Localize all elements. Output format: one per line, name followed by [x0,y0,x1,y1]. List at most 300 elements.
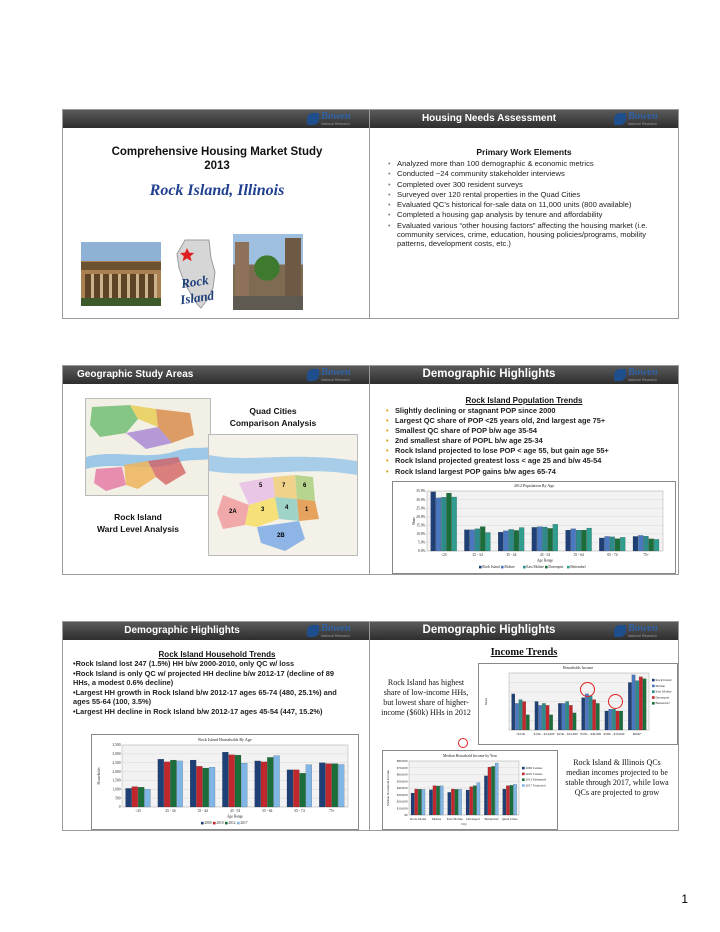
list-item: • Largest QC share of POP <25 years old, 2nd largest age 75+ [386,417,676,426]
bar [643,679,646,730]
bar [144,789,150,807]
x-tick-label: $35K - $49,999 [580,731,602,736]
bar [229,755,235,807]
x-tick-label: $50K - $59,999 [603,731,625,736]
bar [441,497,446,551]
highlight-circle [580,682,595,697]
x-tick-label: Moline [431,816,442,821]
bar [620,537,625,551]
list-item: • Evaluated various “other housing factors” affecting the housing market (i.e. community services, crime, education, housing policies/programs, mobility patterns, development costs, etc.) [388,221,668,248]
bar [138,787,144,807]
x-tick-label: <25 [441,553,447,558]
page-number: 1 [681,892,688,906]
bowen-logo: Bowen National Research [307,112,367,126]
slide-housing-needs [369,109,679,319]
bar [261,762,267,807]
bar [548,528,553,551]
bowen-swoosh-icon [614,113,626,125]
legend-label: 2010 [216,821,224,825]
study-title: Comprehensive Housing Market Study [111,146,323,158]
y-tick-label: 3,000 [112,752,121,757]
slide-title [62,109,372,319]
section-heading: Rock Island Population Trends [465,396,583,405]
bar [515,703,518,730]
bar [566,702,569,731]
bar [306,765,312,807]
ward-label: 5 [259,483,263,489]
y-tick-label: $60,000 [396,772,408,777]
bar [636,681,639,730]
legend-label: 2012 Estimated [525,777,547,782]
bar [585,694,588,730]
slide-heading: Housing Needs Assessment [421,113,557,124]
x-tick-label: East Moline [446,816,463,821]
bar [190,760,196,807]
bar [615,539,620,551]
y-tick-label: 15.0% [416,523,426,528]
bar [235,755,241,807]
list-item: • Conducted ~24 community stakeholder interviews [388,169,668,178]
bar [196,766,202,807]
legend-label: Rock Island [655,678,672,682]
bar [498,532,503,551]
x-tick-label: Rock Island [410,816,427,821]
x-tick-label: $60K+ [632,731,642,736]
bar [539,705,542,730]
bar [470,530,475,551]
y-tick-label: $40,000 [396,786,408,791]
section-heading: Primary Work Elements [476,147,572,157]
list-item: • Rock Island largest POP gains b/w ages 65-74 [386,468,676,477]
x-tick-label: 55 - 64 [573,553,584,558]
title-bar [63,366,371,384]
bar [126,788,132,807]
bar [509,529,514,551]
bar [287,770,293,807]
y-tick-label: 20.0% [416,514,426,519]
legend-swatch [522,773,525,776]
bowen-logo: Bowen National Research [614,624,674,638]
legend-label: Rock Island [482,565,500,569]
bar [475,529,480,551]
bar [654,539,659,551]
bar [587,528,592,551]
y-tick-label: 2,000 [112,769,121,774]
bowen-swoosh-icon [614,369,626,381]
bar [562,703,565,730]
bar [433,786,436,815]
bar [592,700,595,730]
bar [422,789,425,815]
bar [532,527,537,551]
slide-heading: Geographic Study Areas [77,369,194,380]
bar [209,767,215,807]
bar [436,498,441,551]
bar [177,761,183,807]
bar [437,786,440,815]
median-income-svg [383,751,557,829]
x-tick-label: 25 - 34 [472,553,483,558]
bar [566,530,571,551]
bar [522,702,525,731]
slide-population-trends [369,365,679,575]
list-item: •Rock Island lost 247 (1.5%) HH b/w 2000-2010, only QC w/ loss [73,659,295,668]
list-item: • Surveyed over 120 rental properties in the Quad Cities [388,190,668,199]
legend-swatch [652,679,655,682]
bar [418,789,421,815]
bar [503,789,506,815]
legend-label: Moline [504,565,515,569]
x-tick-label: 75+ [643,553,649,558]
bar [638,535,643,551]
x-tick-label: 45 - 54 [539,553,551,558]
bar [470,787,473,815]
bar [203,768,209,807]
x-axis-label: City [461,822,467,827]
y-tick-label: 1,000 [112,787,121,792]
y-tick-label: 5.0% [418,540,426,545]
bar [612,709,615,730]
legend-label: East Moline [526,565,544,569]
x-tick-label: 35 - 44 [506,553,517,558]
bar [542,703,545,730]
y-tick-label: $10,000 [396,806,408,811]
bar [222,752,228,807]
bar [448,792,451,815]
list-item: •Largest HH decline in Rock Island b/w 2012-17 ages 45-54 (447, 15.2%) [73,706,323,716]
quad-cities-map [85,398,211,496]
legend-swatch [522,784,525,787]
bar [326,764,332,807]
y-tick-label: 3,500 [112,743,121,748]
bar [338,764,344,807]
legend-swatch [652,696,655,699]
y-tick-label: $80,000 [396,759,408,764]
list-item: • Completed over 300 resident surveys [388,180,668,189]
bar [510,785,513,815]
bar [164,762,170,807]
bar [628,683,631,731]
bowen-logo: Bowen National Research [307,624,367,638]
bar [455,789,458,815]
bar [477,783,480,815]
bar [609,709,612,730]
x-tick-label: Quad Cities [501,816,518,821]
x-tick-label: Davenport [466,816,481,821]
bar [569,705,572,730]
y-tick-label: 0.0% [418,549,426,554]
bar [458,789,461,815]
slide-income-trends [369,621,679,831]
y-tick-label: 1,500 [112,778,121,783]
section-heading: Income Trends [490,647,558,658]
household-income-chart [478,663,678,745]
bar [170,760,176,807]
x-tick-label: $15K - $24,999 [533,731,555,736]
ward-label: 6 [303,483,307,489]
title-bar [63,110,371,128]
legend-swatch [523,566,526,569]
bar [293,770,299,807]
list-item: • 2nd smallest share of POPL b/w age 25-34 [386,437,676,446]
x-tick-label: <$15K [516,731,526,736]
legend-swatch [479,566,482,569]
bar [255,761,261,807]
bar [241,763,247,807]
bar [446,493,451,551]
comparison-analysis-label: Comparison Analysis [229,418,317,428]
bowen-swoosh-icon [614,625,626,637]
x-tick-label: 75+ [329,809,335,814]
chart-title: 2012 Population By Age [513,483,555,488]
legend-swatch [652,685,655,688]
chart-title: Households Income [562,666,594,670]
bar [549,715,552,730]
bowen-swoosh-icon [307,625,319,637]
legend-label: 2000 [204,821,212,825]
bar [573,713,576,730]
bowen-logo: Bowen National Research [614,368,674,382]
bar [503,531,508,551]
x-tick-label: $25K - $34,999 [556,731,578,736]
x-tick-label: 25 - 34 [165,809,176,814]
households-by-age-chart [91,734,359,830]
x-tick-label: 65 - 74 [294,809,305,814]
income-note-low: Rock Island has highest share of low-income HHs, but lowest share of higher-income ($60k) HHs in 2012 [381,678,471,717]
chart-title: Median Household Income by Year [443,754,497,758]
y-tick-label: 35.0% [416,489,426,494]
bar [582,698,585,730]
legend-label: 2017 Projected [525,783,546,788]
y-tick-label: 2,500 [112,760,121,765]
list-item: • Analyzed more than 100 demographic & economic metrics [388,159,668,168]
bar [495,763,498,815]
bar [581,530,586,551]
bar [546,705,549,730]
bar [480,527,485,551]
bar [542,527,547,551]
income-note-median: Rock Island & Illinois QCs median incomes projected to be stable through 2017, while Iowa QCs are projected to grow [565,758,669,797]
list-item: • Evaluated QC’s historical for-sale data on 11,000 units (800 available) [388,200,668,209]
y-tick-label: 10.0% [416,532,426,537]
bar [431,492,436,551]
x-tick-label: 65 - 74 [607,553,618,558]
y-tick-label: 0 [118,805,121,810]
population-bullets [386,407,676,478]
x-axis-label: Age Range [536,558,554,563]
bar [513,784,516,815]
bar [267,757,273,807]
bar [485,532,490,551]
bar [319,763,325,807]
list-item: • Rock Island projected greatest loss < age 25 and b/w 45-54 [386,457,676,466]
bar [553,524,558,551]
legend-label: Davenport [548,565,564,569]
y-tick-label: $0 [404,813,408,818]
bowen-logo: Bowen National Research [614,112,674,126]
list-item: • Completed a housing gap analysis by tenure and affordability [388,210,668,219]
y-tick-label: 30.0% [416,497,426,502]
ward-label: 7 [282,483,286,489]
bar [633,536,638,551]
bar [451,789,454,815]
household-bullets [73,660,341,718]
chart-title: Rock Island Households By Age [198,737,252,742]
slide-heading: Demographic Highlights [124,625,240,636]
x-tick-label: 45 - 54 [229,809,241,814]
legend-swatch [213,822,216,825]
bar [440,786,443,815]
slide-heading: Demographic Highlights [422,368,556,380]
slide-household-trends [62,621,372,831]
bar [576,530,581,551]
list-item: •Largest HH growth in Rock Island b/w 2012-17 ages 65-74 (480, 25.1%) and ages 55-64 (100, 3.5%) [73,687,337,706]
bar [535,702,538,731]
bar [616,711,619,730]
bar [506,786,509,815]
y-tick-label: $50,000 [396,779,408,784]
building-photo [81,242,161,306]
bar [492,766,495,815]
bar [464,530,469,551]
ward-analysis-label: Ward Level Analysis [96,524,180,534]
bar [519,700,522,730]
ward-label: 3 [261,507,265,513]
bar [466,790,469,815]
legend-swatch [225,822,228,825]
title-bar [370,622,678,640]
bar [411,793,414,815]
legend-label: 2017 [240,821,248,825]
bar [473,786,476,815]
list-item: • Rock Island projected to lose POP < age 55, but gain age 55+ [386,447,676,456]
bar [488,767,491,815]
x-tick-label: 35 - 44 [197,809,208,814]
title-bar [370,366,678,384]
legend-label: Bettendorf [570,565,586,569]
bar [429,790,432,815]
legend-swatch [522,767,525,770]
bar [632,675,635,730]
ward-label: 4 [285,505,289,511]
legend-swatch [545,566,548,569]
y-axis-label: Households [97,767,101,785]
population-by-age-chart [392,481,676,574]
population-by-age-svg [393,482,675,573]
x-axis-label: Age Range [226,814,244,819]
bowen-swoosh-icon [307,113,319,125]
x-tick-label: <25 [135,809,141,814]
slide-heading: Demographic Highlights [422,624,556,636]
ward-label: 2B [277,533,285,539]
y-tick-label: 500 [115,796,121,801]
section-heading: Rock Island Household Trends [158,650,276,659]
bowen-swoosh-icon [307,369,319,381]
bar [332,764,338,807]
y-tick-label: 25.0% [416,506,426,511]
bar [644,536,649,551]
list-item: •Rock Island is only QC w/ projected HH decline b/w 2012-17 (decline of 89 HHs, a modest 0.6% decline) [73,669,334,687]
bar [514,530,519,551]
bowen-logo: Bowen National Research [307,368,367,382]
ward-map [208,434,358,556]
slide-geographic-areas [62,365,372,575]
bar [132,787,138,807]
bar [558,703,561,730]
highlight-circle [608,694,623,709]
bar [158,759,164,807]
y-tick-label: $20,000 [396,799,408,804]
legend-label: 2010 Census [525,771,543,776]
legend-swatch [237,822,240,825]
title-bar [63,622,371,640]
households-by-age-svg [92,735,358,829]
x-tick-label: 55 - 64 [262,809,273,814]
legend-swatch [201,822,204,825]
work-elements-list [388,159,668,249]
bar [519,528,524,551]
bar [605,536,610,551]
legend-label: 2012 [228,821,236,825]
legend-swatch [501,566,504,569]
highlight-circle [458,738,468,748]
legend-label: Moline [655,683,666,688]
y-tick-label: $30,000 [396,792,408,797]
legend-swatch [522,778,525,781]
bar [639,677,642,730]
city-name: Rock Island, Illinois [149,182,285,199]
legend-swatch [652,702,655,705]
bar [300,773,306,807]
y-axis-label: Share [484,697,488,706]
y-axis-label: Median Household Income [386,770,390,806]
y-tick-label: $70,000 [396,765,408,770]
bar [452,497,457,551]
bar [537,527,542,551]
bar [599,538,604,551]
bar [649,539,654,551]
bar [619,711,622,730]
bar [274,756,280,807]
legend-label: 2000 Census [525,766,543,770]
list-item: • Smallest QC share of POP b/w age 35-54 [386,427,676,436]
street-photo [233,234,303,310]
bar [571,529,576,551]
bar [596,703,599,730]
ward-label: 1 [305,507,309,513]
legend-label: Bettendorf [655,701,670,706]
median-income-chart [382,750,558,830]
bar [589,696,592,730]
list-item: • Slightly declining or stagnant POP since 2000 [386,407,676,416]
bar [512,694,515,730]
legend-label: East Moline [655,689,672,694]
ward-label: 2A [229,509,237,515]
y-axis-label: Share [412,516,416,526]
rock-island-label: Rock Island [114,512,162,522]
bar [610,537,615,551]
household-income-svg [479,664,677,744]
study-year: 2013 [204,160,230,172]
legend-swatch [652,690,655,693]
bar [415,789,418,815]
title-bar [370,110,678,128]
legend-label: Davenport [655,695,670,700]
bar [484,776,487,815]
legend-swatch [567,566,570,569]
bar [526,715,529,730]
bar [605,711,608,730]
